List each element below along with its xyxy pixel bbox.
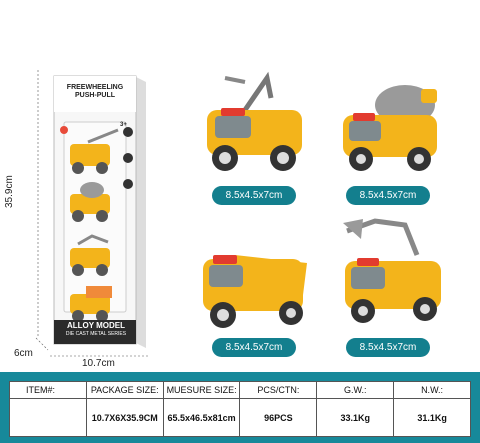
spec-value-measure-size: 65.5x46.5x81cm bbox=[163, 399, 240, 437]
spec-value-nw: 31.1Kg bbox=[394, 399, 471, 437]
spec-header-row bbox=[10, 382, 471, 399]
depth-dimension: 6cm bbox=[14, 348, 33, 359]
spec-panel bbox=[0, 372, 480, 443]
excavator-truck-image bbox=[335, 215, 450, 330]
spec-header-nw: N.W.: bbox=[394, 382, 471, 399]
product-size-pill: 8.5x4.5x7cm bbox=[212, 186, 296, 205]
spec-header-package-size: PACKAGE SIZE: bbox=[86, 382, 163, 399]
cement-mixer-truck-image bbox=[335, 75, 445, 175]
package-brand-line1: ALLOY MODEL bbox=[66, 321, 126, 330]
spec-value-gw: 33.1Kg bbox=[317, 399, 394, 437]
spec-value-row bbox=[10, 399, 471, 437]
spec-header-gw: G.W.: bbox=[317, 382, 394, 399]
height-dimension: 35.9cm bbox=[4, 175, 15, 208]
spec-value-package-size: 10.7X6X35.9CM bbox=[86, 399, 163, 437]
spec-header-item: ITEM#: bbox=[10, 382, 87, 399]
crane-truck-image bbox=[195, 70, 310, 175]
package-brand-line2: DIE CAST METAL SERIES bbox=[65, 331, 127, 337]
package-title-line1: FREEWHEELING bbox=[66, 84, 124, 91]
dump-truck-image bbox=[195, 235, 315, 335]
product-size-pill: 8.5x4.5x7cm bbox=[212, 338, 296, 357]
package-title-line2: PUSH-PULL bbox=[74, 92, 116, 99]
product-size-pill: 8.5x4.5x7cm bbox=[346, 338, 430, 357]
width-dimension: 10.7cm bbox=[82, 358, 115, 369]
product-size-pill: 8.5x4.5x7cm bbox=[346, 186, 430, 205]
age-badge: 3+ bbox=[120, 122, 127, 128]
spec-value-item bbox=[10, 399, 87, 437]
spec-header-measure-size: MUESURE SIZE: bbox=[163, 382, 240, 399]
spec-header-pcs-ctn: PCS/CTN: bbox=[240, 382, 317, 399]
spec-table bbox=[9, 381, 471, 437]
dimension-lines bbox=[0, 0, 200, 372]
spec-value-pcs-ctn: 96PCS bbox=[240, 399, 317, 437]
